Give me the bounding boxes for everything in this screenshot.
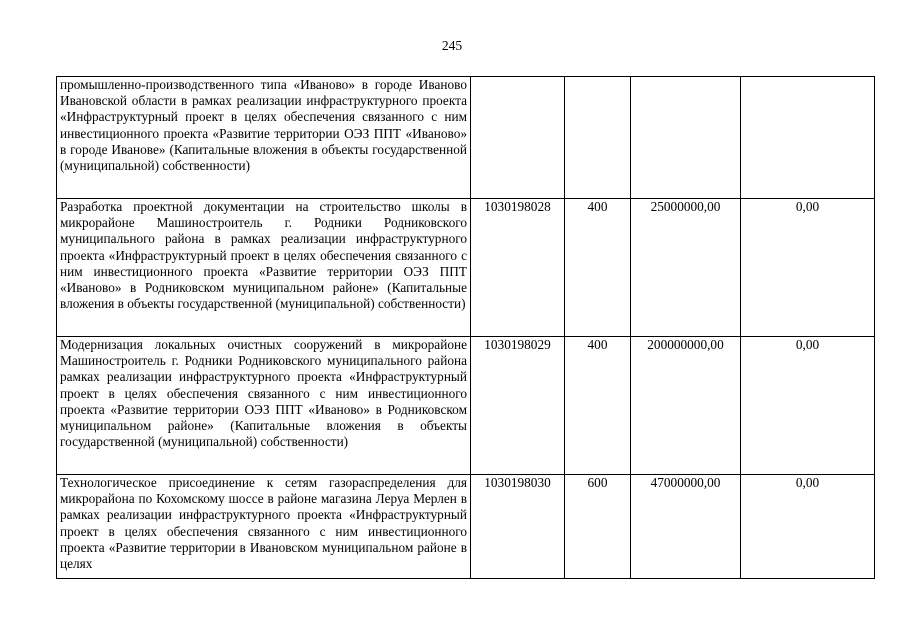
row-description: промышленно-производственного типа «Иваново» в городе Иваново Ивановской области в рамках реализации инфраструктурного проекта «Инфраструктурный проект в целях обеспечения связанного с ним инвестиционного проекта «Развитие территории ОЭЗ ППТ «Иваново» в городе Иванове» (Капитальные вложения в объекты государственной (муниципальной) собственности)	[57, 77, 471, 199]
row-amount2: 0,00	[741, 199, 875, 337]
table-row	[57, 199, 875, 337]
table-row	[57, 77, 875, 199]
row-code: 1030198030	[471, 475, 565, 579]
row-type	[565, 77, 631, 199]
row-amount2: 0,00	[741, 337, 875, 475]
row-code: 1030198028	[471, 199, 565, 337]
row-amount: 25000000,00	[631, 199, 741, 337]
row-description: Технологическое присоединение к сетям газораспределения для микрорайона по Кохомскому шоссе в районе магазина Леруа Мерлен в рамках реализации инфраструктурного проекта «Инфраструктурный проект в целях обеспечения связанного с ним инвестиционного проекта «Развитие территории в Ивановском муниципальном районе в целях	[57, 475, 471, 579]
row-amount2	[741, 77, 875, 199]
table-row	[57, 337, 875, 475]
row-code	[471, 77, 565, 199]
row-description: Модернизация локальных очистных сооружений в микрорайоне Машиностроитель г. Родники Родниковского муниципального района рамках реализации инфраструктурного проекта «Инфраструктурный проект в целях обеспечения связанного с ним инвестиционного проекта «Развитие территории ОЭЗ ППТ «Иваново» в Родниковском муниципальном районе» (Капитальные вложения в объекты государственной (муниципальной) собственности)	[57, 337, 471, 475]
table-row	[57, 475, 875, 579]
budget-table	[56, 76, 875, 579]
row-amount: 200000000,00	[631, 337, 741, 475]
row-type: 400	[565, 199, 631, 337]
row-type: 400	[565, 337, 631, 475]
row-type: 600	[565, 475, 631, 579]
row-description: Разработка проектной документации на строительство школы в микрорайоне Машиностроитель г. Родники Родниковского муниципального района в рамках реализации инфраструктурного проекта «Инфраструктурный проект в целях обеспечения связанного с ним инвестиционного проекта «Развитие территории ОЭЗ ППТ «Иваново» в Родниковском муниципальном районе» (Капитальные вложения в объекты государственной (муниципальной) собственности)	[57, 199, 471, 337]
row-amount	[631, 77, 741, 199]
page-number: 245	[441, 38, 463, 53]
row-amount: 47000000,00	[631, 475, 741, 579]
row-code: 1030198029	[471, 337, 565, 475]
row-amount2: 0,00	[741, 475, 875, 579]
